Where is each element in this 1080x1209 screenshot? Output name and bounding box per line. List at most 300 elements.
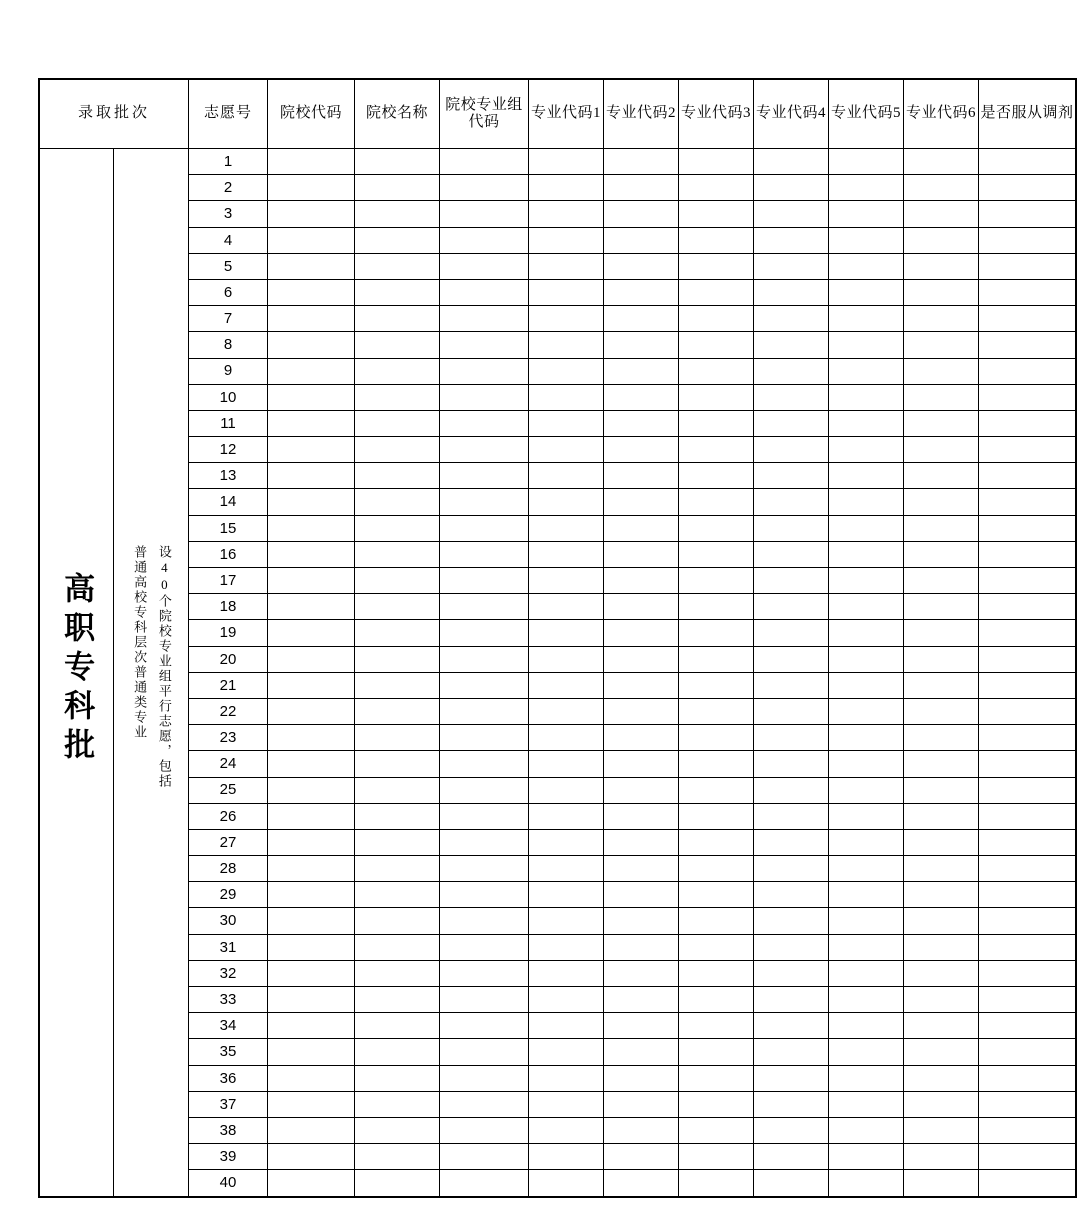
- form-input-cell[interactable]: [754, 410, 829, 436]
- form-input-cell[interactable]: [604, 201, 679, 227]
- form-input-cell[interactable]: [904, 568, 979, 594]
- form-input-cell[interactable]: [979, 410, 1077, 436]
- form-input-cell[interactable]: [440, 463, 529, 489]
- form-input-cell[interactable]: [829, 698, 904, 724]
- form-input-cell[interactable]: [904, 253, 979, 279]
- form-input-cell[interactable]: [604, 1013, 679, 1039]
- form-input-cell[interactable]: [268, 777, 355, 803]
- form-input-cell[interactable]: [604, 751, 679, 777]
- form-input-cell[interactable]: [904, 541, 979, 567]
- form-input-cell[interactable]: [355, 541, 440, 567]
- form-input-cell[interactable]: [829, 279, 904, 305]
- form-input-cell[interactable]: [979, 672, 1077, 698]
- form-input-cell[interactable]: [440, 751, 529, 777]
- form-input-cell[interactable]: [679, 332, 754, 358]
- form-input-cell[interactable]: [529, 672, 604, 698]
- form-input-cell[interactable]: [355, 1170, 440, 1197]
- form-input-cell[interactable]: [440, 1091, 529, 1117]
- form-input-cell[interactable]: [604, 646, 679, 672]
- form-input-cell[interactable]: [604, 332, 679, 358]
- form-input-cell[interactable]: [754, 1013, 829, 1039]
- form-input-cell[interactable]: [604, 934, 679, 960]
- form-input-cell[interactable]: [979, 489, 1077, 515]
- form-input-cell[interactable]: [529, 777, 604, 803]
- form-input-cell[interactable]: [904, 410, 979, 436]
- form-input-cell[interactable]: [829, 253, 904, 279]
- form-input-cell[interactable]: [355, 1117, 440, 1143]
- form-input-cell[interactable]: [979, 908, 1077, 934]
- form-input-cell[interactable]: [529, 882, 604, 908]
- form-input-cell[interactable]: [979, 1091, 1077, 1117]
- form-input-cell[interactable]: [268, 541, 355, 567]
- form-input-cell[interactable]: [679, 698, 754, 724]
- form-input-cell[interactable]: [268, 908, 355, 934]
- form-input-cell[interactable]: [829, 306, 904, 332]
- form-input-cell[interactable]: [355, 1039, 440, 1065]
- form-input-cell[interactable]: [268, 829, 355, 855]
- form-input-cell[interactable]: [679, 410, 754, 436]
- form-input-cell[interactable]: [604, 1091, 679, 1117]
- form-input-cell[interactable]: [268, 751, 355, 777]
- form-input-cell[interactable]: [679, 1065, 754, 1091]
- form-input-cell[interactable]: [268, 803, 355, 829]
- form-input-cell[interactable]: [604, 227, 679, 253]
- form-input-cell[interactable]: [355, 594, 440, 620]
- form-input-cell[interactable]: [529, 279, 604, 305]
- form-input-cell[interactable]: [979, 620, 1077, 646]
- form-input-cell[interactable]: [679, 829, 754, 855]
- form-input-cell[interactable]: [904, 934, 979, 960]
- form-input-cell[interactable]: [440, 279, 529, 305]
- form-input-cell[interactable]: [604, 384, 679, 410]
- form-input-cell[interactable]: [979, 175, 1077, 201]
- form-input-cell[interactable]: [979, 149, 1077, 175]
- form-input-cell[interactable]: [979, 987, 1077, 1013]
- form-input-cell[interactable]: [604, 803, 679, 829]
- form-input-cell[interactable]: [604, 1144, 679, 1170]
- form-input-cell[interactable]: [268, 175, 355, 201]
- form-input-cell[interactable]: [355, 1144, 440, 1170]
- form-input-cell[interactable]: [440, 987, 529, 1013]
- form-input-cell[interactable]: [604, 358, 679, 384]
- form-input-cell[interactable]: [829, 227, 904, 253]
- form-input-cell[interactable]: [679, 1091, 754, 1117]
- form-input-cell[interactable]: [529, 725, 604, 751]
- form-input-cell[interactable]: [529, 698, 604, 724]
- form-input-cell[interactable]: [604, 149, 679, 175]
- form-input-cell[interactable]: [979, 279, 1077, 305]
- form-input-cell[interactable]: [355, 463, 440, 489]
- form-input-cell[interactable]: [440, 541, 529, 567]
- form-input-cell[interactable]: [754, 646, 829, 672]
- form-input-cell[interactable]: [754, 1144, 829, 1170]
- form-input-cell[interactable]: [529, 856, 604, 882]
- form-input-cell[interactable]: [529, 987, 604, 1013]
- form-input-cell[interactable]: [440, 594, 529, 620]
- form-input-cell[interactable]: [355, 882, 440, 908]
- form-input-cell[interactable]: [529, 332, 604, 358]
- form-input-cell[interactable]: [679, 306, 754, 332]
- form-input-cell[interactable]: [604, 882, 679, 908]
- form-input-cell[interactable]: [268, 1065, 355, 1091]
- form-input-cell[interactable]: [268, 1013, 355, 1039]
- form-input-cell[interactable]: [268, 1117, 355, 1143]
- form-input-cell[interactable]: [268, 437, 355, 463]
- form-input-cell[interactable]: [529, 1039, 604, 1065]
- form-input-cell[interactable]: [355, 306, 440, 332]
- form-input-cell[interactable]: [355, 960, 440, 986]
- form-input-cell[interactable]: [604, 829, 679, 855]
- form-input-cell[interactable]: [904, 227, 979, 253]
- form-input-cell[interactable]: [904, 908, 979, 934]
- form-input-cell[interactable]: [529, 908, 604, 934]
- form-input-cell[interactable]: [529, 384, 604, 410]
- form-input-cell[interactable]: [829, 882, 904, 908]
- form-input-cell[interactable]: [440, 306, 529, 332]
- form-input-cell[interactable]: [268, 1091, 355, 1117]
- form-input-cell[interactable]: [754, 175, 829, 201]
- form-input-cell[interactable]: [529, 358, 604, 384]
- form-input-cell[interactable]: [440, 253, 529, 279]
- form-input-cell[interactable]: [355, 253, 440, 279]
- form-input-cell[interactable]: [355, 751, 440, 777]
- form-input-cell[interactable]: [904, 1065, 979, 1091]
- form-input-cell[interactable]: [979, 829, 1077, 855]
- form-input-cell[interactable]: [529, 437, 604, 463]
- form-input-cell[interactable]: [979, 1039, 1077, 1065]
- form-input-cell[interactable]: [268, 410, 355, 436]
- form-input-cell[interactable]: [604, 489, 679, 515]
- form-input-cell[interactable]: [979, 882, 1077, 908]
- form-input-cell[interactable]: [979, 463, 1077, 489]
- form-input-cell[interactable]: [355, 201, 440, 227]
- form-input-cell[interactable]: [679, 620, 754, 646]
- form-input-cell[interactable]: [268, 358, 355, 384]
- form-input-cell[interactable]: [604, 1170, 679, 1197]
- form-input-cell[interactable]: [529, 201, 604, 227]
- form-input-cell[interactable]: [440, 175, 529, 201]
- form-input-cell[interactable]: [679, 201, 754, 227]
- form-input-cell[interactable]: [679, 908, 754, 934]
- form-input-cell[interactable]: [268, 1039, 355, 1065]
- form-input-cell[interactable]: [679, 541, 754, 567]
- form-input-cell[interactable]: [904, 1170, 979, 1197]
- form-input-cell[interactable]: [440, 358, 529, 384]
- form-input-cell[interactable]: [904, 437, 979, 463]
- form-input-cell[interactable]: [754, 698, 829, 724]
- form-input-cell[interactable]: [355, 620, 440, 646]
- form-input-cell[interactable]: [268, 987, 355, 1013]
- form-input-cell[interactable]: [754, 725, 829, 751]
- form-input-cell[interactable]: [754, 384, 829, 410]
- form-input-cell[interactable]: [979, 306, 1077, 332]
- form-input-cell[interactable]: [529, 410, 604, 436]
- form-input-cell[interactable]: [754, 620, 829, 646]
- form-input-cell[interactable]: [679, 437, 754, 463]
- form-input-cell[interactable]: [979, 751, 1077, 777]
- form-input-cell[interactable]: [440, 960, 529, 986]
- form-input-cell[interactable]: [679, 646, 754, 672]
- form-input-cell[interactable]: [268, 646, 355, 672]
- form-input-cell[interactable]: [355, 437, 440, 463]
- form-input-cell[interactable]: [355, 279, 440, 305]
- form-input-cell[interactable]: [529, 803, 604, 829]
- form-input-cell[interactable]: [440, 882, 529, 908]
- form-input-cell[interactable]: [529, 1091, 604, 1117]
- form-input-cell[interactable]: [440, 227, 529, 253]
- form-input-cell[interactable]: [979, 515, 1077, 541]
- form-input-cell[interactable]: [754, 856, 829, 882]
- form-input-cell[interactable]: [604, 253, 679, 279]
- form-input-cell[interactable]: [529, 1117, 604, 1143]
- form-input-cell[interactable]: [268, 306, 355, 332]
- form-input-cell[interactable]: [604, 777, 679, 803]
- form-input-cell[interactable]: [979, 960, 1077, 986]
- form-input-cell[interactable]: [829, 358, 904, 384]
- form-input-cell[interactable]: [754, 803, 829, 829]
- form-input-cell[interactable]: [754, 489, 829, 515]
- form-input-cell[interactable]: [604, 306, 679, 332]
- form-input-cell[interactable]: [979, 332, 1077, 358]
- form-input-cell[interactable]: [754, 829, 829, 855]
- form-input-cell[interactable]: [268, 620, 355, 646]
- form-input-cell[interactable]: [754, 253, 829, 279]
- form-input-cell[interactable]: [979, 1013, 1077, 1039]
- form-input-cell[interactable]: [604, 463, 679, 489]
- form-input-cell[interactable]: [440, 856, 529, 882]
- form-input-cell[interactable]: [979, 541, 1077, 567]
- form-input-cell[interactable]: [829, 934, 904, 960]
- form-input-cell[interactable]: [679, 175, 754, 201]
- form-input-cell[interactable]: [904, 149, 979, 175]
- form-input-cell[interactable]: [440, 1013, 529, 1039]
- form-input-cell[interactable]: [529, 515, 604, 541]
- form-input-cell[interactable]: [829, 987, 904, 1013]
- form-input-cell[interactable]: [604, 175, 679, 201]
- form-input-cell[interactable]: [440, 201, 529, 227]
- form-input-cell[interactable]: [268, 332, 355, 358]
- form-input-cell[interactable]: [268, 463, 355, 489]
- form-input-cell[interactable]: [904, 698, 979, 724]
- form-input-cell[interactable]: [754, 594, 829, 620]
- form-input-cell[interactable]: [679, 358, 754, 384]
- form-input-cell[interactable]: [604, 515, 679, 541]
- form-input-cell[interactable]: [268, 201, 355, 227]
- form-input-cell[interactable]: [754, 1170, 829, 1197]
- form-input-cell[interactable]: [904, 856, 979, 882]
- form-input-cell[interactable]: [754, 149, 829, 175]
- form-input-cell[interactable]: [679, 803, 754, 829]
- form-input-cell[interactable]: [604, 908, 679, 934]
- form-input-cell[interactable]: [979, 227, 1077, 253]
- form-input-cell[interactable]: [754, 882, 829, 908]
- form-input-cell[interactable]: [355, 332, 440, 358]
- form-input-cell[interactable]: [529, 149, 604, 175]
- form-input-cell[interactable]: [829, 568, 904, 594]
- form-input-cell[interactable]: [440, 1065, 529, 1091]
- form-input-cell[interactable]: [440, 672, 529, 698]
- form-input-cell[interactable]: [979, 725, 1077, 751]
- form-input-cell[interactable]: [355, 489, 440, 515]
- form-input-cell[interactable]: [754, 201, 829, 227]
- form-input-cell[interactable]: [829, 1170, 904, 1197]
- form-input-cell[interactable]: [679, 1170, 754, 1197]
- form-input-cell[interactable]: [440, 698, 529, 724]
- form-input-cell[interactable]: [529, 1144, 604, 1170]
- form-input-cell[interactable]: [268, 279, 355, 305]
- form-input-cell[interactable]: [355, 227, 440, 253]
- form-input-cell[interactable]: [904, 358, 979, 384]
- form-input-cell[interactable]: [754, 908, 829, 934]
- form-input-cell[interactable]: [268, 568, 355, 594]
- form-input-cell[interactable]: [904, 201, 979, 227]
- form-input-cell[interactable]: [829, 594, 904, 620]
- form-input-cell[interactable]: [829, 646, 904, 672]
- form-input-cell[interactable]: [754, 515, 829, 541]
- form-input-cell[interactable]: [529, 541, 604, 567]
- form-input-cell[interactable]: [979, 594, 1077, 620]
- form-input-cell[interactable]: [529, 175, 604, 201]
- form-input-cell[interactable]: [529, 1013, 604, 1039]
- form-input-cell[interactable]: [440, 149, 529, 175]
- form-input-cell[interactable]: [440, 908, 529, 934]
- form-input-cell[interactable]: [268, 1144, 355, 1170]
- form-input-cell[interactable]: [754, 960, 829, 986]
- form-input-cell[interactable]: [604, 1117, 679, 1143]
- form-input-cell[interactable]: [904, 987, 979, 1013]
- form-input-cell[interactable]: [355, 1091, 440, 1117]
- form-input-cell[interactable]: [754, 934, 829, 960]
- form-input-cell[interactable]: [904, 515, 979, 541]
- form-input-cell[interactable]: [829, 960, 904, 986]
- form-input-cell[interactable]: [904, 332, 979, 358]
- form-input-cell[interactable]: [604, 960, 679, 986]
- form-input-cell[interactable]: [829, 410, 904, 436]
- form-input-cell[interactable]: [829, 908, 904, 934]
- form-input-cell[interactable]: [979, 777, 1077, 803]
- form-input-cell[interactable]: [440, 725, 529, 751]
- form-input-cell[interactable]: [679, 856, 754, 882]
- form-input-cell[interactable]: [829, 437, 904, 463]
- form-input-cell[interactable]: [604, 568, 679, 594]
- form-input-cell[interactable]: [268, 489, 355, 515]
- form-input-cell[interactable]: [268, 594, 355, 620]
- form-input-cell[interactable]: [979, 856, 1077, 882]
- form-input-cell[interactable]: [440, 332, 529, 358]
- form-input-cell[interactable]: [268, 672, 355, 698]
- form-input-cell[interactable]: [754, 358, 829, 384]
- form-input-cell[interactable]: [829, 489, 904, 515]
- form-input-cell[interactable]: [355, 725, 440, 751]
- form-input-cell[interactable]: [440, 1170, 529, 1197]
- form-input-cell[interactable]: [829, 751, 904, 777]
- form-input-cell[interactable]: [440, 410, 529, 436]
- form-input-cell[interactable]: [979, 384, 1077, 410]
- form-input-cell[interactable]: [604, 672, 679, 698]
- form-input-cell[interactable]: [679, 934, 754, 960]
- form-input-cell[interactable]: [979, 646, 1077, 672]
- form-input-cell[interactable]: [679, 515, 754, 541]
- form-input-cell[interactable]: [355, 777, 440, 803]
- form-input-cell[interactable]: [604, 856, 679, 882]
- form-input-cell[interactable]: [440, 568, 529, 594]
- form-input-cell[interactable]: [904, 594, 979, 620]
- form-input-cell[interactable]: [604, 698, 679, 724]
- form-input-cell[interactable]: [355, 568, 440, 594]
- form-input-cell[interactable]: [679, 1039, 754, 1065]
- form-input-cell[interactable]: [355, 515, 440, 541]
- form-input-cell[interactable]: [529, 1170, 604, 1197]
- form-input-cell[interactable]: [529, 829, 604, 855]
- form-input-cell[interactable]: [904, 672, 979, 698]
- form-input-cell[interactable]: [355, 646, 440, 672]
- form-input-cell[interactable]: [904, 882, 979, 908]
- form-input-cell[interactable]: [829, 175, 904, 201]
- form-input-cell[interactable]: [979, 1170, 1077, 1197]
- form-input-cell[interactable]: [904, 1091, 979, 1117]
- form-input-cell[interactable]: [829, 541, 904, 567]
- form-input-cell[interactable]: [529, 960, 604, 986]
- form-input-cell[interactable]: [979, 201, 1077, 227]
- form-input-cell[interactable]: [529, 1065, 604, 1091]
- form-input-cell[interactable]: [440, 620, 529, 646]
- form-input-cell[interactable]: [529, 594, 604, 620]
- form-input-cell[interactable]: [679, 253, 754, 279]
- form-input-cell[interactable]: [679, 384, 754, 410]
- form-input-cell[interactable]: [440, 1039, 529, 1065]
- form-input-cell[interactable]: [440, 803, 529, 829]
- form-input-cell[interactable]: [904, 725, 979, 751]
- form-input-cell[interactable]: [754, 1065, 829, 1091]
- form-input-cell[interactable]: [829, 1039, 904, 1065]
- form-input-cell[interactable]: [904, 751, 979, 777]
- form-input-cell[interactable]: [904, 489, 979, 515]
- form-input-cell[interactable]: [754, 672, 829, 698]
- form-input-cell[interactable]: [679, 568, 754, 594]
- form-input-cell[interactable]: [355, 856, 440, 882]
- form-input-cell[interactable]: [268, 1170, 355, 1197]
- form-input-cell[interactable]: [268, 856, 355, 882]
- form-input-cell[interactable]: [529, 253, 604, 279]
- form-input-cell[interactable]: [754, 568, 829, 594]
- form-input-cell[interactable]: [604, 725, 679, 751]
- form-input-cell[interactable]: [355, 803, 440, 829]
- form-input-cell[interactable]: [754, 279, 829, 305]
- form-input-cell[interactable]: [355, 384, 440, 410]
- form-input-cell[interactable]: [754, 1039, 829, 1065]
- form-input-cell[interactable]: [529, 568, 604, 594]
- form-input-cell[interactable]: [355, 410, 440, 436]
- form-input-cell[interactable]: [904, 960, 979, 986]
- form-input-cell[interactable]: [904, 384, 979, 410]
- form-input-cell[interactable]: [754, 437, 829, 463]
- form-input-cell[interactable]: [529, 934, 604, 960]
- form-input-cell[interactable]: [268, 384, 355, 410]
- form-input-cell[interactable]: [355, 175, 440, 201]
- form-input-cell[interactable]: [979, 568, 1077, 594]
- form-input-cell[interactable]: [904, 620, 979, 646]
- form-input-cell[interactable]: [904, 1117, 979, 1143]
- form-input-cell[interactable]: [440, 489, 529, 515]
- form-input-cell[interactable]: [829, 384, 904, 410]
- form-input-cell[interactable]: [754, 332, 829, 358]
- form-input-cell[interactable]: [604, 541, 679, 567]
- form-input-cell[interactable]: [604, 410, 679, 436]
- form-input-cell[interactable]: [679, 725, 754, 751]
- form-input-cell[interactable]: [979, 358, 1077, 384]
- form-input-cell[interactable]: [829, 777, 904, 803]
- form-input-cell[interactable]: [355, 698, 440, 724]
